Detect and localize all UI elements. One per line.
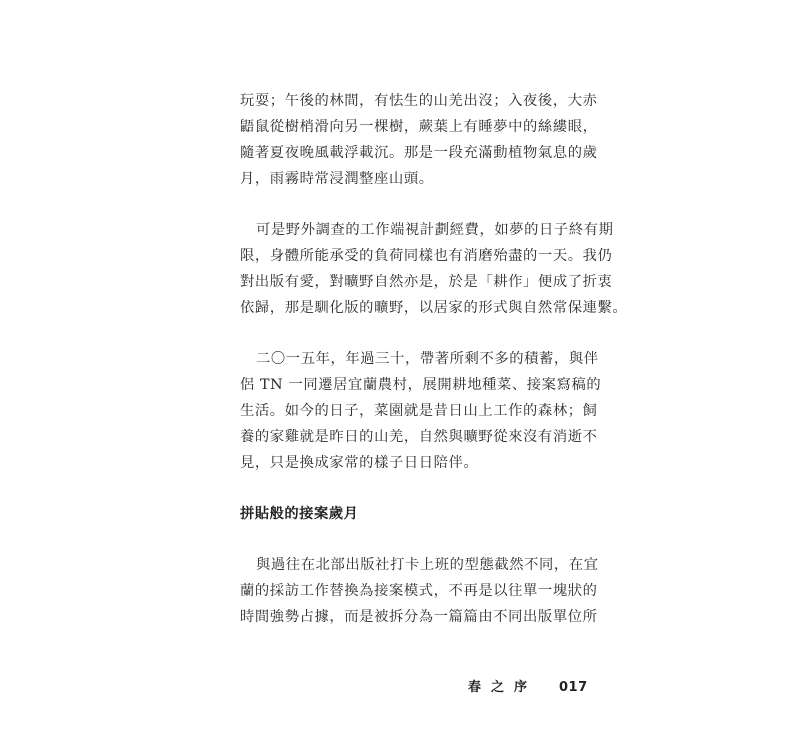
- text-line: 與過往在北部出版社打卡上班的型態截然不同，在宜: [256, 557, 599, 573]
- text-line: 養的家雞就是昨日的山羌，自然與曠野從來沒有消逝不: [240, 429, 598, 445]
- text-line: 生活。如今的日子，菜園就是昔日山上工作的森林；飼: [240, 403, 598, 419]
- text-line: 可是野外調查的工作端視計劃經費，如夢的日子終有期: [256, 222, 614, 238]
- page-number: 017: [559, 680, 588, 695]
- text-line: 蘭的採訪工作替換為接案模式，不再是以往單一塊狀的: [240, 583, 598, 599]
- running-title: 春之序: [468, 680, 538, 695]
- text-line: 對出版有愛，對曠野自然亦是，於是「耕作」便成了折衷: [240, 274, 613, 290]
- paragraph-2: [240, 217, 628, 321]
- text-line: 隨著夏夜晚風載浮載沉。那是一段充滿動植物氣息的歲: [240, 145, 598, 161]
- text-line: 依歸，那是馴化版的曠野，以居家的形式與自然常保連繫。: [240, 300, 628, 316]
- paragraph-3: [240, 346, 602, 476]
- text-line: 玩耍；午後的林間，有怯生的山羌出沒；入夜後，大赤: [240, 93, 598, 109]
- body-text: [240, 88, 628, 655]
- text-line: 月，雨霧時常浸潤整座山頭。: [240, 171, 434, 187]
- paragraph-1: [240, 88, 598, 192]
- paragraph-4: [240, 552, 599, 630]
- section-heading: 拼貼般的接案歲月: [240, 506, 359, 522]
- text-line: 二〇一五年，年過三十，帶著所剩不多的積蓄，與伴: [256, 351, 599, 367]
- text-line: 鼯鼠從樹梢滑向另一棵樹，蕨葉上有睡夢中的絲縷眼，: [240, 119, 598, 135]
- page-footer: [468, 677, 588, 699]
- text-line: 見，只是換成家常的樣子日日陪伴。: [240, 455, 479, 471]
- text-line: 侶 TN 一同遷居宜蘭農村，展開耕地種菜、接案寫稿的: [240, 377, 602, 393]
- text-line: 限，身體所能承受的負荷同樣也有消磨殆盡的一天。我仍: [240, 248, 613, 264]
- text-line: 時間強勢占據，而是被拆分為一篇篇由不同出版單位所: [240, 609, 598, 625]
